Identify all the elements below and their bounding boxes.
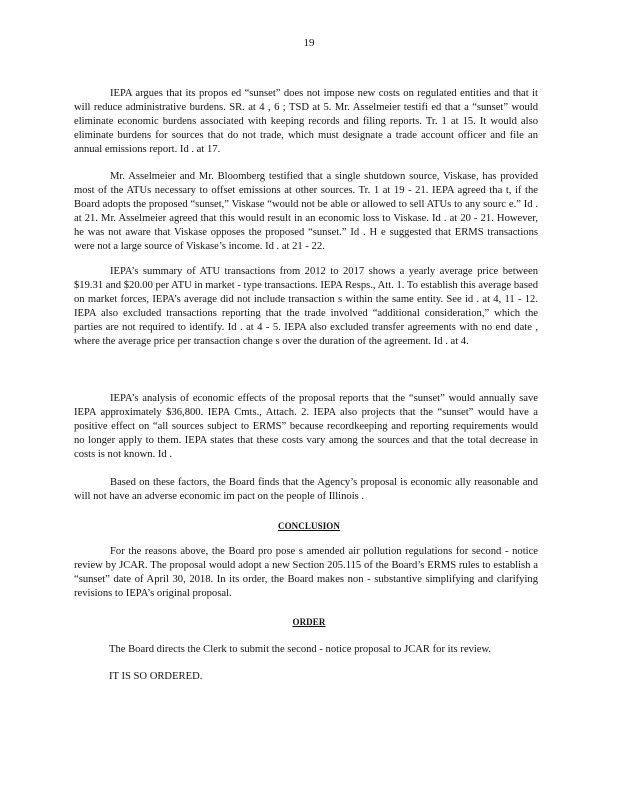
paragraph-text: IEPA’s summary of ATU transactions from 2012 to 2017 shows a yearly average price between $19.31 and $20.00 per ATU in market - type transactions. IEPA Resps., Att. 1. To establish this average based on market forces, IEPA’s average did not include transaction s within the same entity. See id . at 4, 11 - 12. IEPA also excluded transactions reporting that the trade involved “additional consideration,” which the parties are not required to identify. Id . at 4 - 5. IEPA also excluded transfer agreements with no end date , where the average price per transaction change s over the duration of the agreement. Id . at 4. xyxy=(74,266,538,347)
heading-conclusion: CONCLUSION xyxy=(277,521,340,531)
paragraph-text: Based on these factors, the Board finds that the Agency’s proposal is economic ally reasonable and will not have an adverse economic im pact on the people of Illinois . xyxy=(74,477,538,502)
paragraph-text: Mr. Asselmeier and Mr. Bloomberg testified that a single shutdown source, Viskase, has provided most of the ATUs necessary to offset emissions at other sources. Tr. 1 at 19 - 21. IEPA agreed tha t, if the Board adopts the proposed “sunset,” Viskase “would not be able or allowed to sell ATUs to any sourc e.” Id . at 21. Mr. Asselmeier agreed that this would result in an economic loss to Viskase. Id . at 20 - 21. However, he was not aware that Viskase opposes the proposed “sunset.” Id . H e suggested that ERMS transactions were not a large source of Viskase’s income. Id . at 21 - 22. xyxy=(74,171,538,252)
paragraph-board-finding xyxy=(74,476,538,504)
paragraph-atu-summary xyxy=(74,265,538,349)
order-text: The Board directs the Clerk to submit the second - notice proposal to JCAR for its review. xyxy=(109,644,492,655)
page-number: 19 xyxy=(303,37,315,49)
paragraph-sunset-costs xyxy=(74,87,538,157)
paragraph-conclusion xyxy=(74,545,538,601)
paragraph-text: IEPA’s analysis of economic effects of the proposal reports that the “sunset” would annually save IEPA approximately $36,800. IEPA Cmts., Attach. 2. IEPA also projects that the “sunset” would have a positive effect on “all sources subject to ERMS” because recordkeeping and reporting requirements would no longer apply to them. IEPA states that these costs vary among the sources and that the total decrease in costs is not known. Id . xyxy=(74,393,538,460)
paragraph-viskase xyxy=(74,170,538,254)
paragraph-text: IEPA argues that its propos ed “sunset” does not impose new costs on regulated entities and that it will reduce administrative burdens. SR. at 4 , 6 ; TSD at 5. Mr. Asselmeier testifi ed that a “sunset” would eliminate economic burdens associated with keeping records and filing reports. Tr. 1 at 15. It would also eliminate burdens for sources that do not trade, which must designate a trade account officer and file an annual emissions report. Id . at 17. xyxy=(74,88,538,155)
heading-order: ORDER xyxy=(292,617,326,627)
paragraph-economic-effects xyxy=(74,392,538,462)
closing-statement: IT IS SO ORDERED. xyxy=(109,671,203,682)
paragraph-text: For the reasons above, the Board pro pose s amended air pollution regulations for second - notice review by JCAR. The proposal would adopt a new Section 205.115 of the Board’s ERMS rules to establish a “sunset” date of April 30, 2018. In its order, the Board makes non - substantive simplifying and clarifying revisions to IEPA’s original proposal. xyxy=(74,546,538,599)
